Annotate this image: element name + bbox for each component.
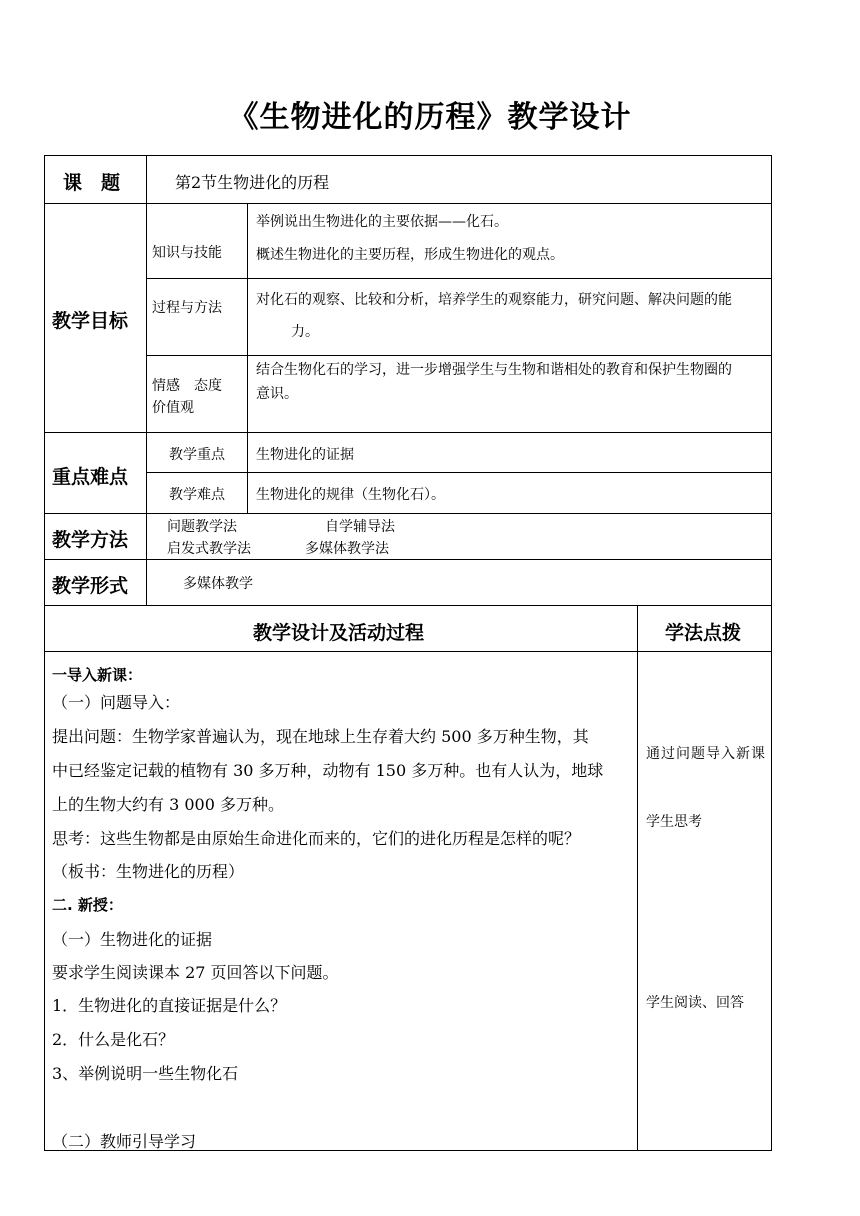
column-divider [637, 605, 638, 1150]
process-line: （一）问题导入： [52, 693, 181, 712]
lesson-label: 课 题 [63, 172, 121, 194]
objective-text-line: 力。 [291, 324, 319, 340]
objective-sub-process: 过程与方法 [152, 300, 222, 316]
objective-sub-attitude: 价值观 [152, 400, 194, 416]
process-line: 要求学生阅读课本 27 页回答以下问题。 [52, 963, 339, 982]
process-line: 上的生物大约有 3 000 多万种。 [52, 795, 284, 814]
key-point-value: 生物进化的证据 [256, 447, 354, 463]
lesson-value: 第2节生物进化的历程 [175, 173, 330, 192]
objective-sub-attitude: 情感 态度 [152, 378, 222, 394]
section-heading: 一导入新课： [52, 666, 143, 684]
row-divider [45, 605, 771, 606]
page-title: 《生物进化的历程》教学设计 [228, 100, 632, 135]
row-divider [45, 203, 771, 204]
key-points-label: 重点难点 [52, 466, 129, 488]
process-header: 教学设计及活动过程 [253, 622, 425, 644]
notes-header: 学法点拨 [665, 622, 742, 644]
process-line: （板书：生物进化的历程） [52, 862, 245, 881]
objective-sub-knowledge: 知识与技能 [152, 245, 222, 261]
process-line: 2．什么是化石？ [52, 1030, 175, 1049]
column-divider [146, 156, 147, 605]
note-item: 通过问题导入新课 [646, 746, 766, 762]
objective-text-line: 意识。 [256, 386, 298, 402]
key-point-sub: 教学重点 [169, 447, 225, 463]
row-divider [146, 355, 771, 356]
process-line: 提出问题：生物学家普遍认为，现在地球上生存着大约 500 多万种生物，其 [52, 727, 589, 746]
method-item: 自学辅导法 [325, 519, 395, 535]
process-line: 中已经鉴定记载的植物有 30 多万种，动物有 150 多万种。也有人认为，地球 [52, 761, 604, 780]
methods-label: 教学方法 [52, 529, 129, 551]
row-divider [45, 651, 771, 652]
process-line: 思考：这些生物都是由原始生命进化而来的，它们的进化历程是怎样的呢？ [52, 829, 581, 848]
process-line: （二）教师引导学习 [52, 1132, 197, 1151]
form-label: 教学形式 [52, 575, 129, 597]
row-divider [45, 559, 771, 560]
method-item: 问题教学法 [167, 519, 237, 535]
row-divider [146, 278, 771, 279]
objective-text-line: 概述生物进化的主要历程，形成生物进化的观点。 [256, 247, 564, 263]
note-item: 学生思考 [646, 814, 702, 830]
row-divider [146, 472, 771, 473]
form-value: 多媒体教学 [183, 576, 253, 592]
row-divider [45, 432, 771, 433]
process-line: 3、举例说明一些生物化石 [52, 1064, 239, 1083]
objective-text-line: 举例说出生物进化的主要依据——化石。 [256, 214, 508, 230]
row-divider [45, 513, 771, 514]
note-item: 学生阅读、回答 [646, 995, 744, 1011]
column-divider [247, 203, 248, 513]
section-heading: 二. 新授： [52, 896, 123, 914]
objective-text-line: 对化石的观察、比较和分析，培养学生的观察能力，研究问题、解决问题的能 [256, 292, 732, 308]
process-line: （一）生物进化的证据 [52, 930, 213, 949]
objectives-label: 教学目标 [52, 310, 129, 332]
difficulty-sub: 教学难点 [169, 487, 225, 503]
objective-text-line: 结合生物化石的学习，进一步增强学生与生物和谐相处的教育和保护生物圈的 [256, 362, 732, 378]
method-item: 多媒体教学法 [305, 541, 389, 557]
lesson-plan-table [44, 155, 772, 1151]
process-line: 1．生物进化的直接证据是什么？ [52, 996, 287, 1015]
method-item: 启发式教学法 [167, 541, 251, 557]
difficulty-value: 生物进化的规律（生物化石）。 [256, 487, 445, 503]
